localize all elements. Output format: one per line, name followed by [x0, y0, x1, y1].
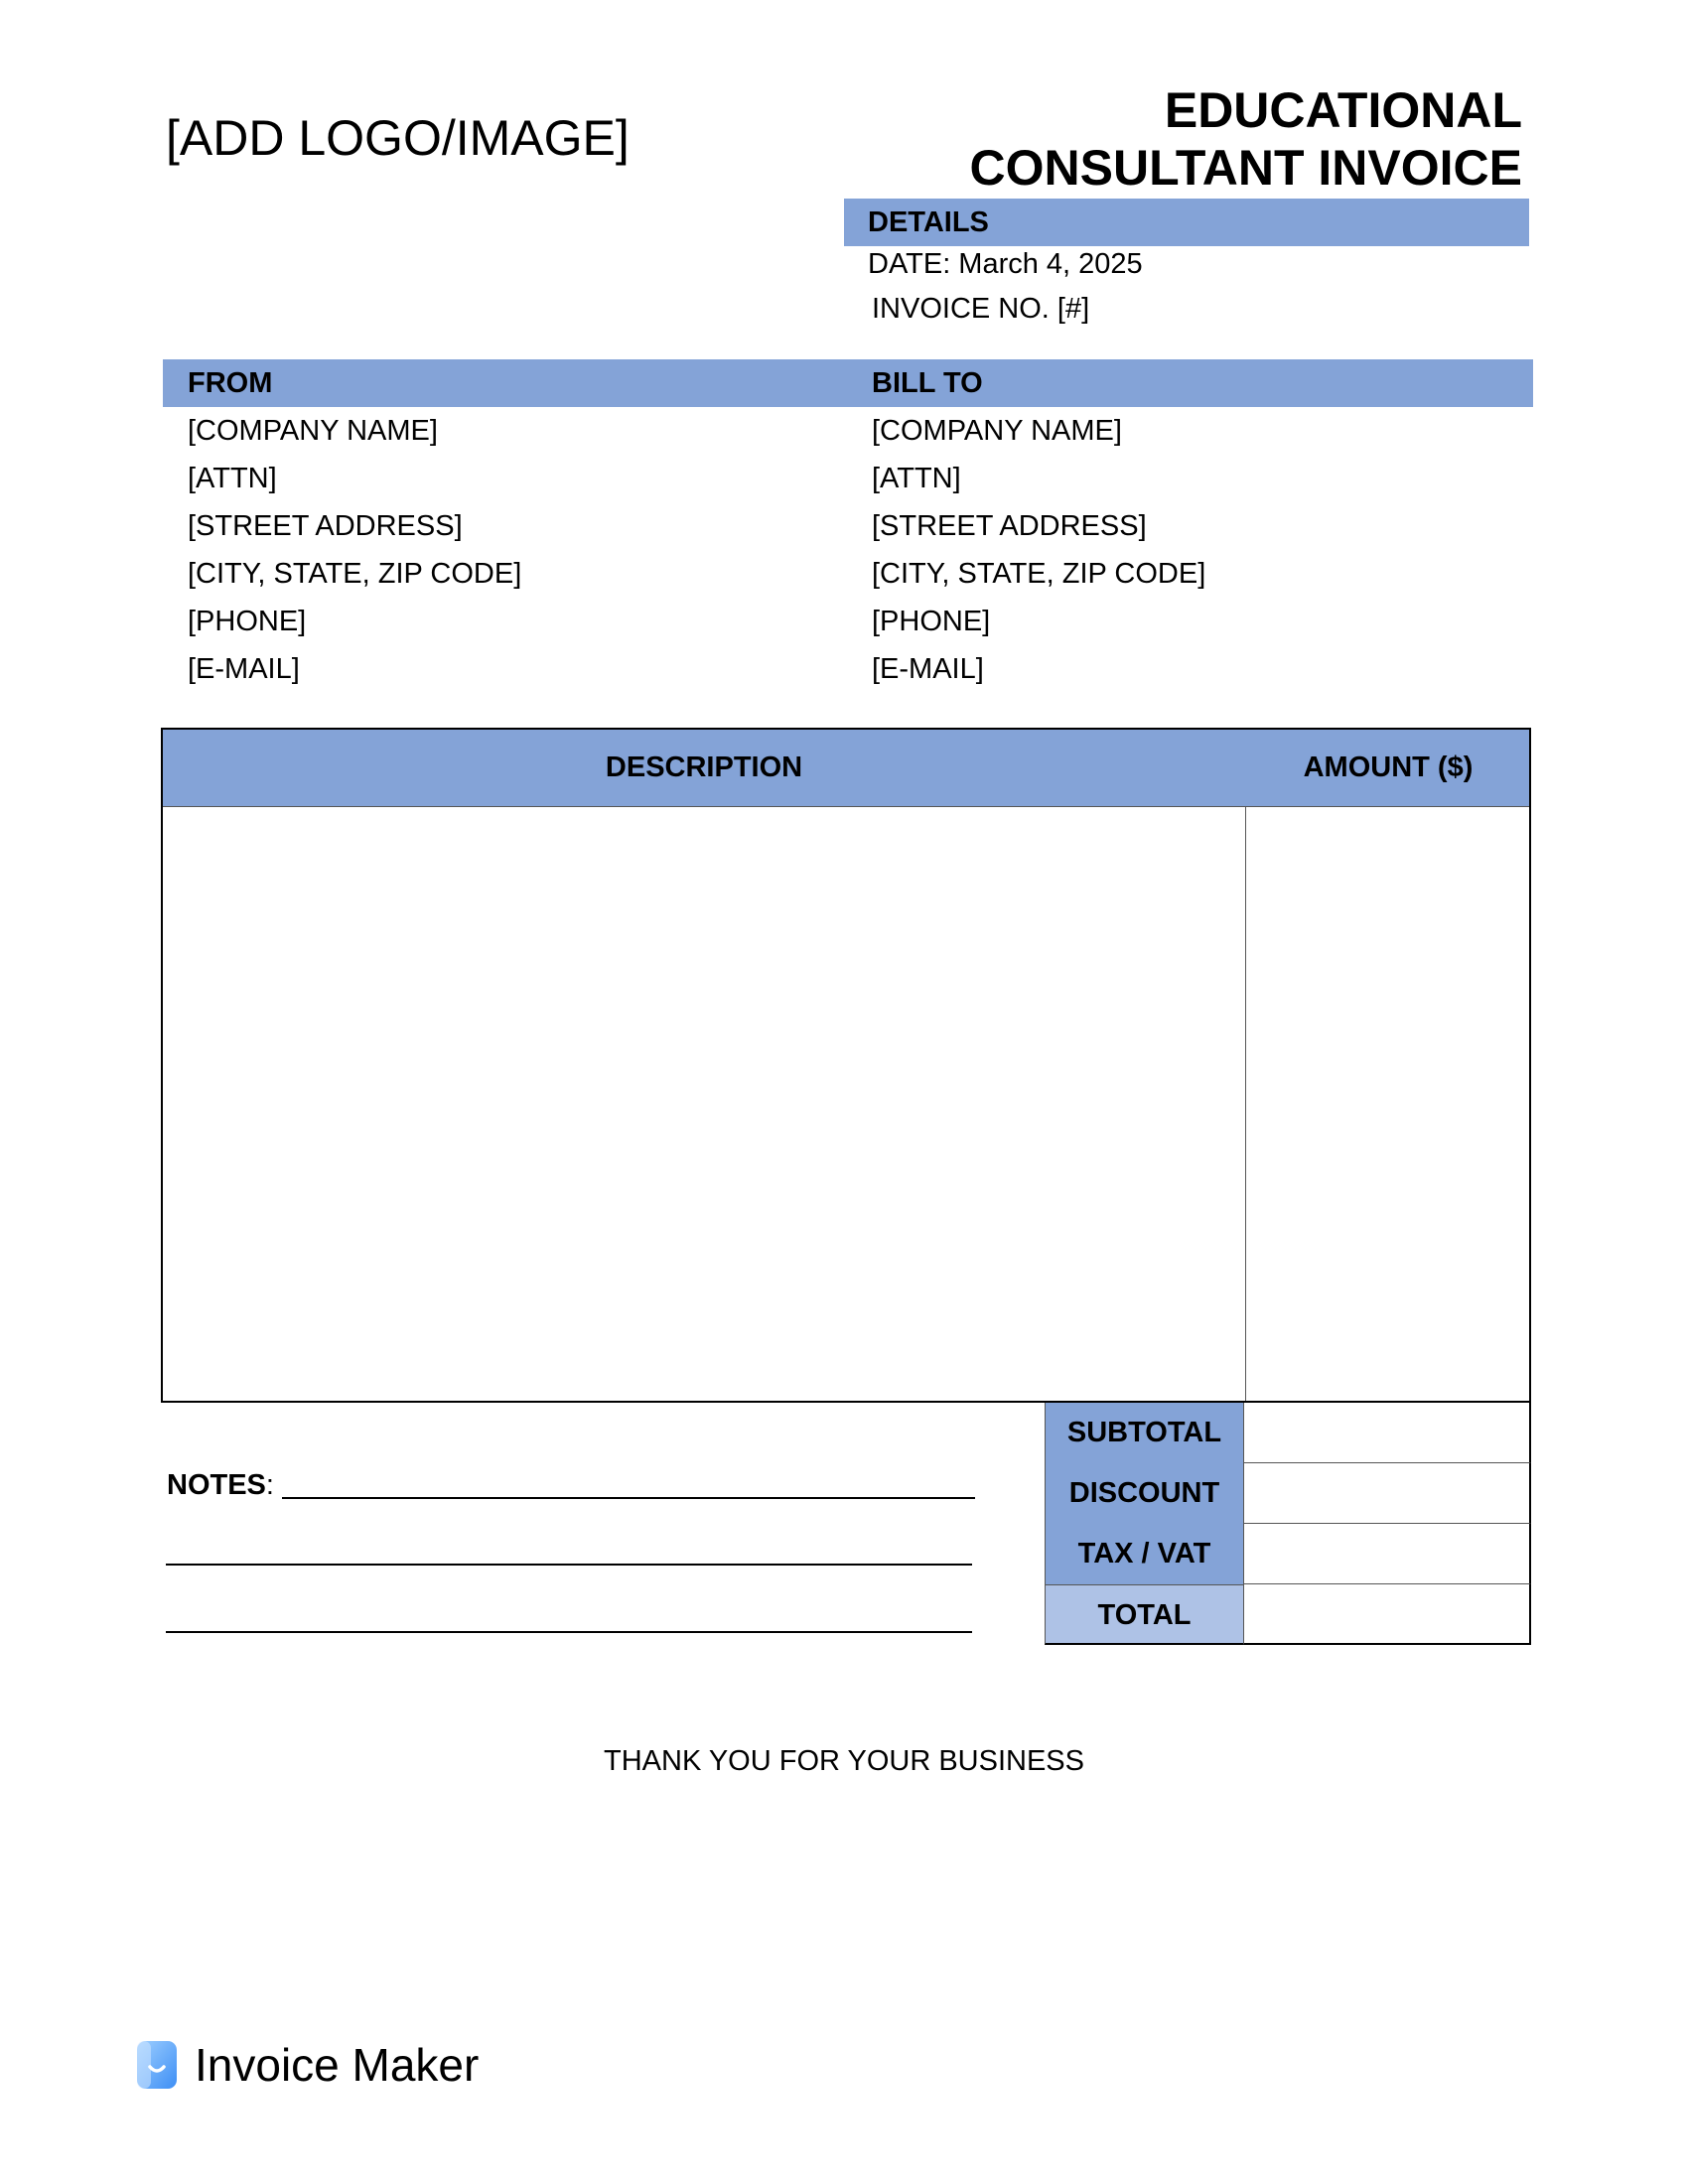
thank-you-message: THANK YOU FOR YOUR BUSINESS	[604, 1745, 1084, 1777]
bill-to-attn[interactable]: [ATTN]	[872, 463, 961, 494]
from-email[interactable]: [E-MAIL]	[188, 653, 300, 685]
bill-to-email[interactable]: [E-MAIL]	[872, 653, 984, 685]
notes-line-2[interactable]	[166, 1564, 972, 1566]
amount-cell[interactable]	[1246, 807, 1529, 1401]
discount-value[interactable]	[1243, 1463, 1531, 1524]
notes-colon: :	[265, 1469, 274, 1501]
subtotal-value[interactable]	[1243, 1403, 1531, 1463]
notes-line-3[interactable]	[166, 1631, 972, 1633]
bill-to-heading: BILL TO	[872, 367, 983, 399]
title-line-2: CONSULTANT INVOICE	[969, 140, 1522, 196]
description-cell[interactable]	[163, 807, 1244, 1401]
notes-label	[167, 1469, 274, 1502]
tax-label: TAX / VAT	[1045, 1524, 1243, 1584]
from-city-state-zip[interactable]: [CITY, STATE, ZIP CODE]	[188, 558, 522, 590]
notes-label-text: NOTES	[167, 1469, 266, 1501]
from-heading: FROM	[188, 367, 273, 399]
line-items-header	[163, 730, 1529, 807]
date-field[interactable]: DATE: March 4, 2025	[868, 248, 1143, 280]
bill-to-company-name[interactable]: [COMPANY NAME]	[872, 415, 1122, 447]
discount-row	[1045, 1463, 1531, 1524]
total-value[interactable]	[1243, 1584, 1531, 1645]
invoice-title	[970, 81, 1522, 197]
bill-to-address-block	[872, 407, 1205, 693]
from-billto-header-bar	[163, 359, 1533, 407]
brand-name: Invoice Maker	[195, 2039, 480, 2091]
notes-line-1[interactable]	[282, 1497, 975, 1499]
discount-label: DISCOUNT	[1045, 1463, 1243, 1524]
tax-row	[1045, 1524, 1531, 1584]
subtotal-label: SUBTOTAL	[1045, 1403, 1243, 1463]
amount-column-header: AMOUNT ($)	[1303, 751, 1474, 783]
subtotal-row	[1045, 1403, 1531, 1463]
total-label: TOTAL	[1045, 1584, 1243, 1645]
total-row	[1045, 1584, 1531, 1645]
bill-to-street-address[interactable]: [STREET ADDRESS]	[872, 510, 1147, 542]
details-heading: DETAILS	[868, 206, 989, 238]
from-phone[interactable]: [PHONE]	[188, 606, 307, 637]
tax-value[interactable]	[1243, 1524, 1531, 1584]
description-column-header: DESCRIPTION	[605, 751, 803, 783]
invoice-maker-icon	[135, 2039, 179, 2091]
brand-logo	[135, 2039, 480, 2096]
bill-to-phone[interactable]: [PHONE]	[872, 606, 991, 637]
from-address-block	[188, 407, 521, 693]
from-company-name[interactable]: [COMPANY NAME]	[188, 415, 438, 447]
from-street-address[interactable]: [STREET ADDRESS]	[188, 510, 463, 542]
totals-table	[1045, 1403, 1531, 1645]
line-items-table	[161, 728, 1531, 1403]
from-attn[interactable]: [ATTN]	[188, 463, 277, 494]
title-line-1: EDUCATIONAL	[1164, 82, 1522, 138]
invoice-number-field[interactable]: INVOICE NO. [#]	[872, 293, 1090, 325]
details-header-bar	[844, 199, 1529, 246]
bill-to-city-state-zip[interactable]: [CITY, STATE, ZIP CODE]	[872, 558, 1206, 590]
logo-placeholder[interactable]: [ADD LOGO/IMAGE]	[166, 110, 630, 166]
